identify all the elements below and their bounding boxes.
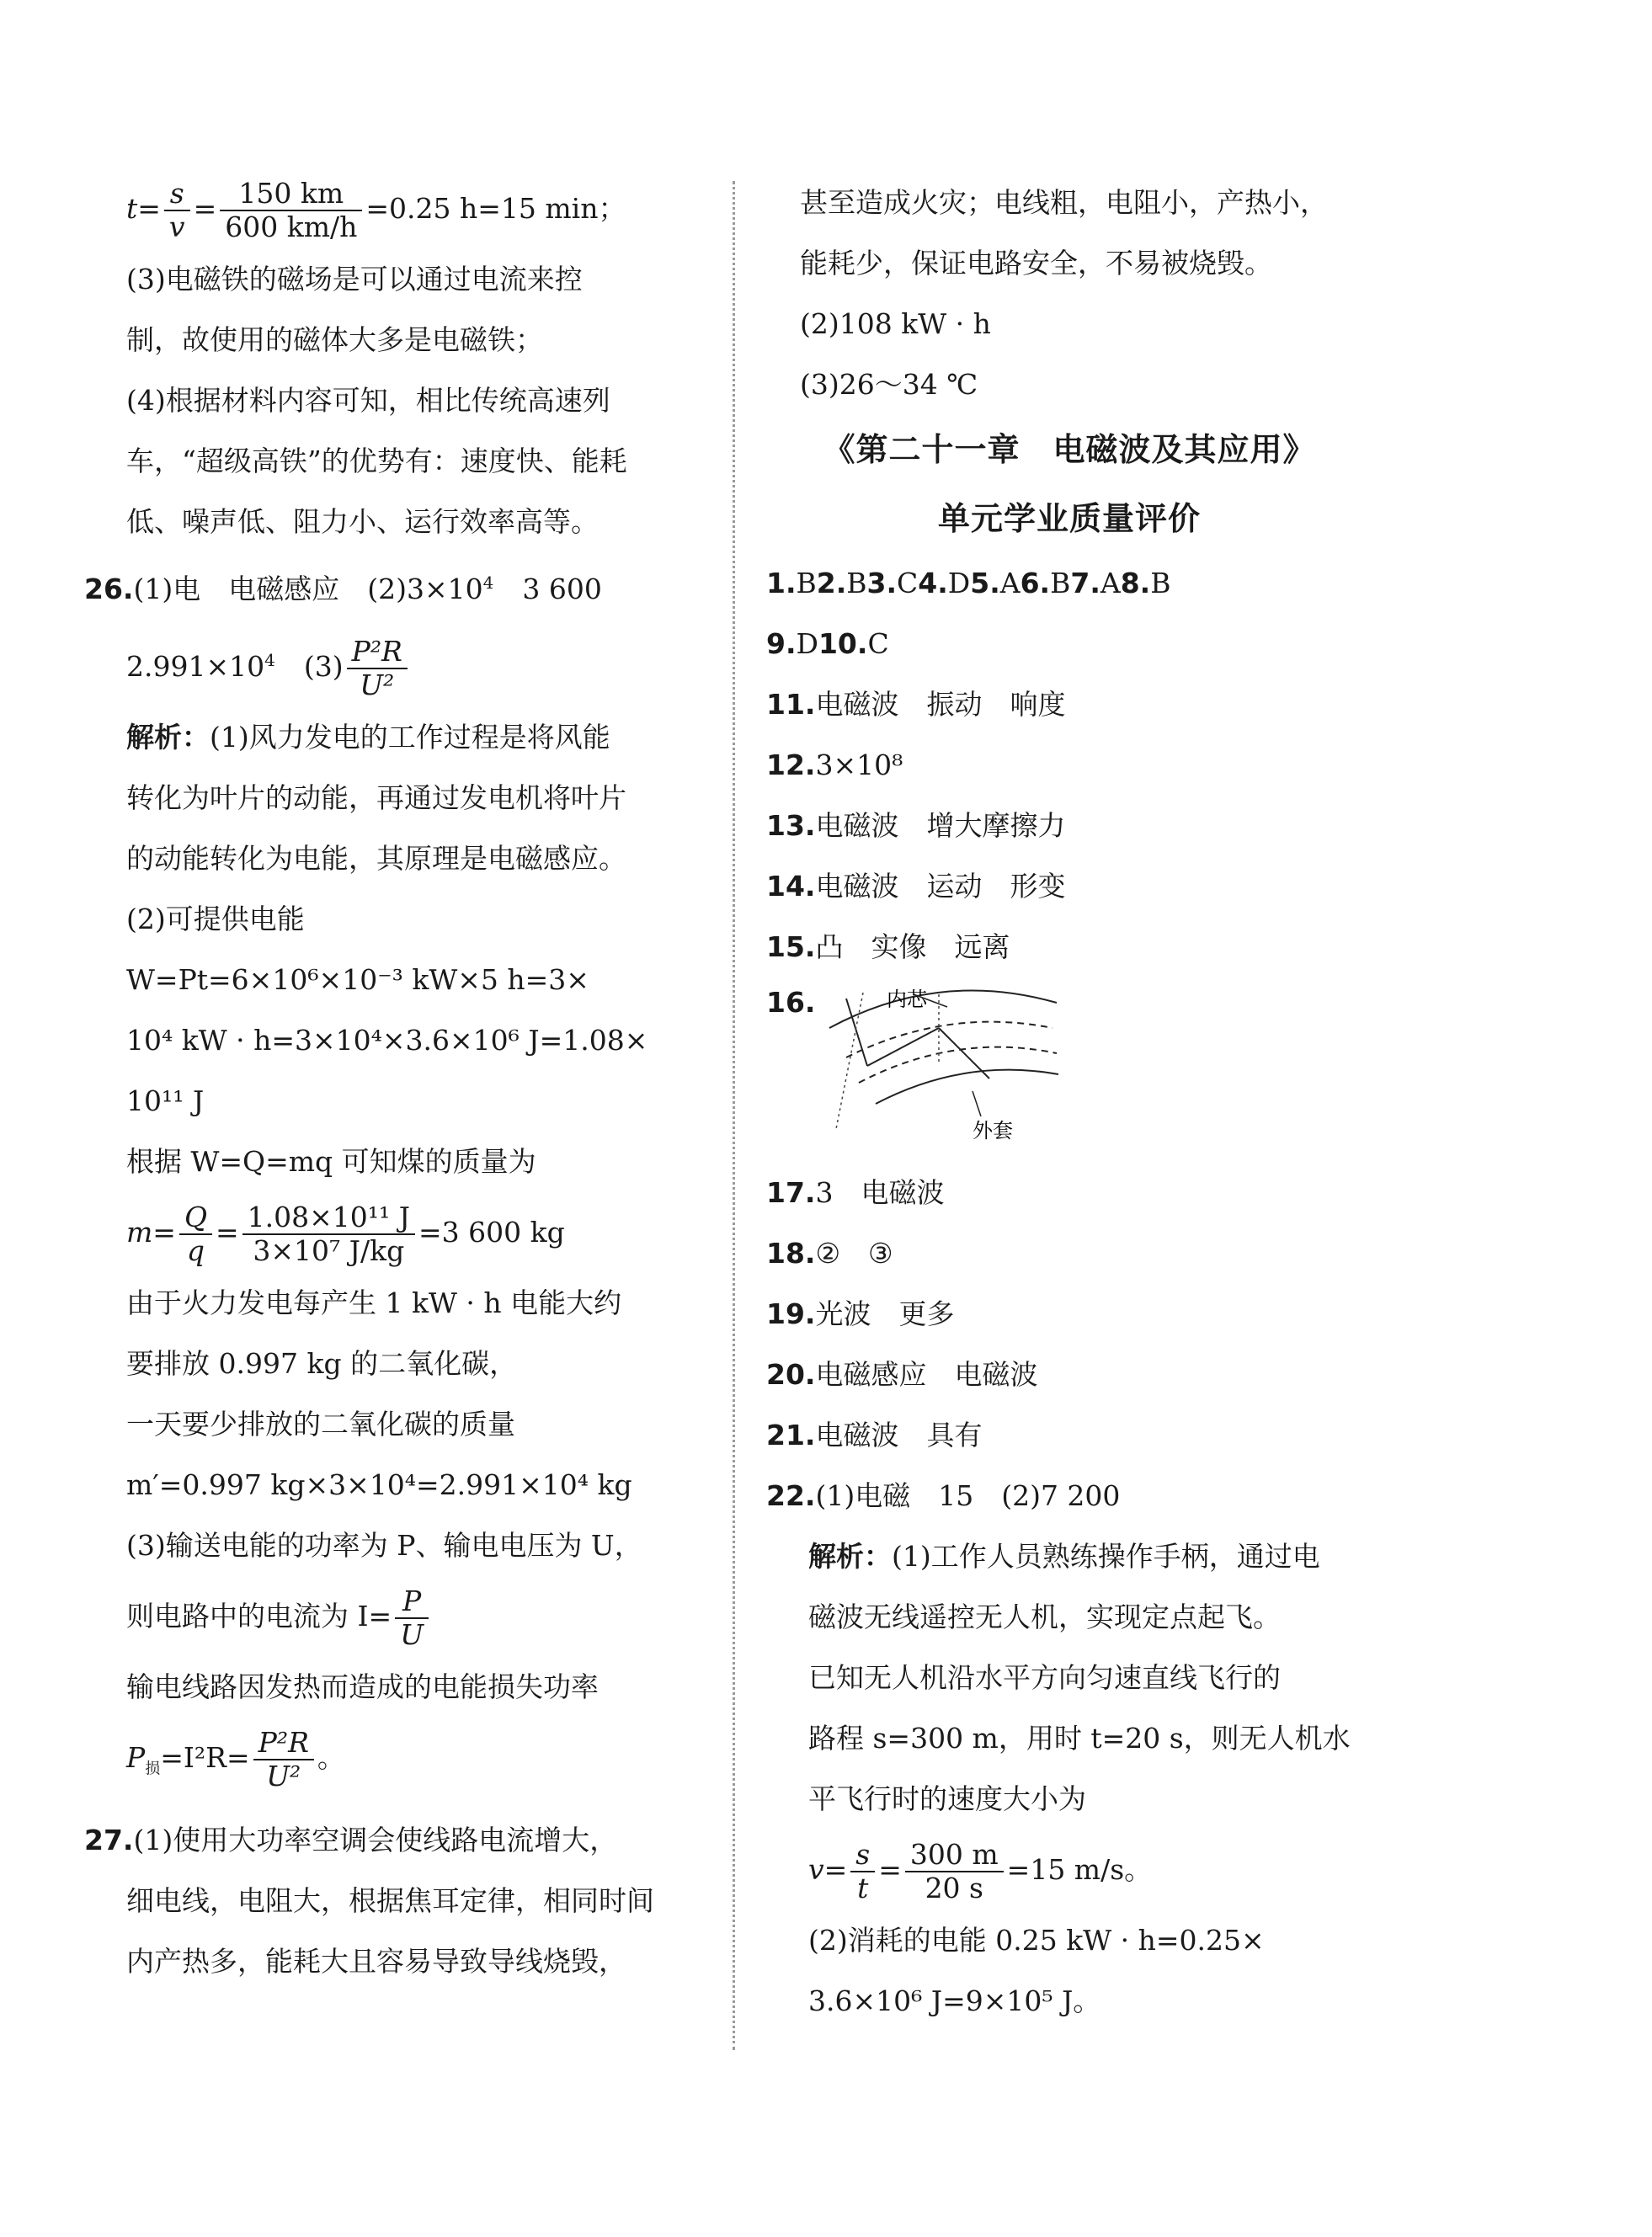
q26-part-a: (1)电 电磁感应 (2)3×10	[133, 573, 483, 605]
answer-line	[766, 856, 1372, 917]
text-line: (2)可提供电能	[126, 903, 305, 935]
power-mid: =I²R=	[160, 1741, 250, 1774]
answer-letter: B	[1050, 567, 1071, 599]
answer-line	[766, 917, 1372, 977]
time-formula-line: t= $\frac{s}{v}$ = $\frac{150 km}{600 km/h}$ =0.25 h=15 min；	[126, 177, 626, 243]
q27-line	[84, 1810, 707, 1871]
frac-den: U²	[266, 1760, 301, 1792]
mass-formula-line: m= $\frac{Q}{q}$ = $\frac{\text{1.08×10¹¹ J}}{\text{3×10⁷ J/kg}}$ =3 600 kg	[126, 1201, 565, 1267]
text-line: 内产热多，能耗大且容易导致导线烧毁，	[126, 1944, 626, 1978]
question-number: 13.	[766, 809, 816, 842]
question-number: 1.	[766, 567, 797, 599]
q27-text: (1)使用大功率空调会使线路电流增大，	[133, 1823, 618, 1856]
fraction-s-over-v	[164, 178, 190, 243]
question-number: 3.	[866, 567, 898, 599]
analysis-line	[126, 707, 707, 768]
answer-letter: B	[1150, 567, 1171, 599]
answer-line	[766, 735, 1372, 796]
answer-letter: C	[867, 627, 889, 660]
column-divider	[733, 181, 735, 2050]
question-number: 14.	[766, 870, 816, 903]
answer-line	[766, 796, 1372, 856]
question-number: 5.	[970, 567, 1000, 599]
current-formula-line	[126, 1576, 707, 1657]
answer-line	[766, 1223, 1372, 1284]
fraction-q-over-q	[179, 1201, 212, 1267]
question-number: 9.	[766, 627, 797, 660]
q26-part-d: (3)	[303, 650, 344, 683]
text-line: 能耗少，保证电路安全，不易被烧毁。	[800, 247, 1272, 280]
mc-answer	[818, 627, 889, 660]
question-number: 11.	[766, 688, 816, 721]
question-number: 27.	[84, 1823, 134, 1856]
text-line: 根据 W=Q=mq 可知煤的质量为	[126, 1145, 536, 1178]
text-line: 已知无人机沿水平方向匀速直线飞行的	[808, 1661, 1281, 1694]
section-heading: 单元学业质量评价	[937, 499, 1201, 537]
text-line: 甚至造成火灾；电线粗，电阻小，产热小，	[800, 186, 1328, 219]
question-number: 16.	[766, 986, 816, 1019]
answer-letter: B	[796, 567, 817, 599]
answer-letter: C	[897, 567, 919, 599]
question-number: 6.	[1020, 567, 1051, 599]
frac-num: P	[395, 1585, 429, 1619]
frac-den: v	[168, 210, 185, 243]
frac-num: P²R	[253, 1727, 314, 1760]
right-column	[766, 173, 1372, 2032]
text-line: 平飞行时的速度大小为	[808, 1782, 1086, 1815]
answer-text: 3×10⁸	[815, 748, 903, 781]
frac-num: P²R	[347, 636, 408, 669]
frac-num: s	[850, 1839, 875, 1872]
text-line: (2)消耗的电能 0.25 kW · h=0.25×	[808, 1924, 1265, 1957]
analysis-label: 解析：	[126, 721, 210, 754]
answer-letter: A	[1100, 567, 1121, 599]
frac-num: Q	[179, 1201, 212, 1235]
mass-result: =3 600 kg	[418, 1216, 565, 1249]
mc-answer	[1121, 567, 1171, 599]
fraction-p2r-over-u2	[347, 636, 408, 701]
answer-line	[766, 1163, 1372, 1223]
fraction-distance-over-speed	[220, 178, 362, 243]
mc-answers-row-2	[766, 614, 1372, 674]
question-number: 26.	[84, 573, 134, 605]
answer-text: 光波 更多	[815, 1297, 955, 1330]
mc-answer	[1021, 567, 1071, 599]
answer-text: (1)电磁 15 (2)7 200	[815, 1479, 1121, 1512]
reflected-ray-2	[939, 1028, 989, 1079]
text-line: 输电线路因发热而造成的电能损失功率	[126, 1670, 599, 1703]
answer-text: 3 电磁波	[815, 1176, 945, 1209]
frac-num: 150 km	[220, 178, 362, 211]
analysis-label: 解析：	[808, 1540, 892, 1573]
mc-answer	[918, 567, 970, 599]
answer-letter: D	[947, 567, 971, 599]
answer-text: 电磁波 具有	[815, 1419, 983, 1451]
fraction-p-over-u	[395, 1585, 429, 1651]
fraction-300m-over-20s	[905, 1839, 1004, 1904]
fiber-outer-top	[829, 990, 1057, 1028]
analysis-line	[766, 1526, 1372, 1587]
speed-result: =15 m/s。	[1006, 1853, 1153, 1886]
text-line: (2)108 kW · h	[800, 307, 991, 340]
text-line: 3.6×10⁶ J=9×10⁵ J。	[808, 1984, 1101, 2017]
frac-den: 600 km/h	[225, 210, 358, 243]
exponent: 4	[482, 573, 494, 593]
answer-text: 电磁波 振动 响度	[815, 688, 1066, 721]
label-inner-core: 内芯	[887, 988, 927, 1011]
text-line: 细电线，电阻大，根据焦耳定律，相同时间	[126, 1883, 654, 1917]
analysis-text: (1)工作人员熟练操作手柄，通过电	[892, 1540, 1320, 1573]
answer-line	[766, 674, 1372, 735]
fraction-heat-over-value	[242, 1201, 415, 1267]
answer-text: 电磁波 增大摩擦力	[815, 809, 1066, 842]
question-number: 20.	[766, 1358, 816, 1391]
fraction-s-over-t	[850, 1839, 875, 1904]
frac-num: 1.08×10¹¹ J	[242, 1201, 415, 1235]
text-line: 转化为叶片的动能，再通过发电机将叶片	[126, 781, 626, 814]
text-line: 低、噪声低、阻力小、运行效率高等。	[126, 505, 599, 538]
speed-lhs: v=	[808, 1853, 848, 1886]
frac-den: U²	[360, 668, 395, 701]
answer-text: 电磁波 运动 形变	[815, 870, 1066, 903]
text-line: (3)电磁铁的磁场是可以通过电流来控	[126, 263, 583, 296]
text-line: (4)根据材料内容可知，相比传统高速列	[126, 384, 610, 417]
question-number: 12.	[766, 748, 816, 781]
frac-den: 20 s	[925, 1872, 983, 1904]
answer-line	[766, 1284, 1372, 1345]
frac-num: 300 m	[905, 1839, 1004, 1872]
answer-line	[766, 1345, 1372, 1405]
frac-num: s	[164, 178, 190, 211]
mc-answer	[970, 567, 1020, 599]
energy-formula-line: W=Pt=6×10⁶×10⁻³ kW×5 h=3×	[126, 963, 589, 996]
q26-part-c: 2.991×10	[126, 650, 265, 683]
fiber-drawing	[813, 977, 1065, 1163]
chapter-heading: 《第二十一章 电磁波及其应用》	[823, 430, 1316, 468]
answer-text: ② ③	[815, 1237, 893, 1270]
text-line: (3)26～34 ℃	[800, 368, 978, 401]
mc-answers-row-1	[766, 553, 1372, 614]
answer-line	[766, 1466, 1372, 1526]
frac-den: q	[186, 1234, 205, 1267]
answer-letter: A	[999, 567, 1021, 599]
question-number: 8.	[1120, 567, 1151, 599]
co2-formula-line: m′=0.997 kg×3×10⁴=2.991×10⁴ kg	[126, 1468, 632, 1501]
q26-part-b: 3 600	[522, 573, 602, 605]
question-number: 10.	[818, 627, 868, 660]
text-line: 由于火力发电每产生 1 kW · h 电能大约	[126, 1286, 622, 1319]
text-line: 制，故使用的磁体大多是电磁铁；	[126, 323, 543, 356]
text-line: 的动能转化为电能，其原理是电磁感应。	[126, 842, 626, 875]
fiber-core-bottom	[859, 1047, 1057, 1083]
question-number: 19.	[766, 1297, 816, 1330]
question-number: 17.	[766, 1176, 816, 1209]
leader-outer	[973, 1091, 981, 1116]
power-loss-formula-line	[126, 1718, 707, 1810]
reflected-ray-1	[867, 1028, 939, 1066]
text-line: 一天要少排放的二氧化碳的质量	[126, 1408, 515, 1441]
mc-answer	[1070, 567, 1120, 599]
answer-letter: B	[846, 567, 867, 599]
question-number: 2.	[816, 567, 847, 599]
mass-lhs: m=	[126, 1216, 176, 1249]
frac-den: U	[400, 1618, 424, 1651]
question-number: 4.	[918, 567, 948, 599]
left-column	[84, 168, 707, 1992]
energy-formula-line: 10¹¹ J	[126, 1084, 205, 1117]
optical-fiber-diagram	[766, 977, 1372, 1163]
time-result: =0.25 h=15 min；	[365, 192, 626, 225]
q26-answer-line	[84, 552, 707, 620]
subscript: 损	[145, 1760, 161, 1778]
frac-den: t	[857, 1872, 869, 1904]
mc-answer	[867, 567, 919, 599]
var-t: t	[126, 192, 138, 225]
answer-line	[766, 1405, 1372, 1466]
energy-formula-line: 10⁴ kW · h=3×10⁴×3.6×10⁶ J=1.08×	[126, 1024, 648, 1057]
text-line: 路程 s=300 m，用时 t=20 s，则无人机水	[808, 1722, 1351, 1755]
fraction-p2r-over-u2	[253, 1727, 314, 1792]
exponent: 4	[264, 650, 275, 670]
mc-answer	[817, 567, 867, 599]
answer-letter: D	[796, 627, 818, 660]
question-number: 18.	[766, 1237, 816, 1270]
question-number: 7.	[1070, 567, 1100, 599]
text-line: 要排放 0.997 kg 的二氧化碳，	[126, 1347, 518, 1380]
speed-formula-line: v= $\frac{s}{t}$ = $\frac{300 m}{20 s}$ =15 m/s。	[808, 1838, 1153, 1904]
answer-text: 凸 实像 远离	[815, 930, 1010, 963]
frac-den: 3×10⁷ J/kg	[253, 1234, 405, 1267]
question-number: 22.	[766, 1479, 816, 1512]
question-number: 21.	[766, 1419, 816, 1451]
label-outer-cladding: 外套	[973, 1119, 1013, 1142]
power-symbol: P	[126, 1741, 146, 1774]
q26-answer-line-2	[126, 620, 707, 707]
period: 。	[317, 1741, 345, 1774]
answer-text: 电磁感应 电磁波	[815, 1358, 1038, 1391]
current-text: 则电路中的电流为 I=	[126, 1600, 392, 1632]
text-line: 磁波无线遥控无人机，实现定点起飞。	[808, 1601, 1281, 1633]
fiber-outer-bottom	[876, 1070, 1058, 1104]
text-line: (3)输送电能的功率为 P、输电电压为 U，	[126, 1529, 642, 1562]
mc-answer	[766, 567, 817, 599]
analysis-text: (1)风力发电的工作过程是将风能	[210, 721, 610, 754]
question-number: 15.	[766, 930, 816, 963]
mc-answer	[766, 627, 818, 660]
text-line: 车，“超级高铁”的优势有：速度快、能耗	[126, 445, 627, 477]
